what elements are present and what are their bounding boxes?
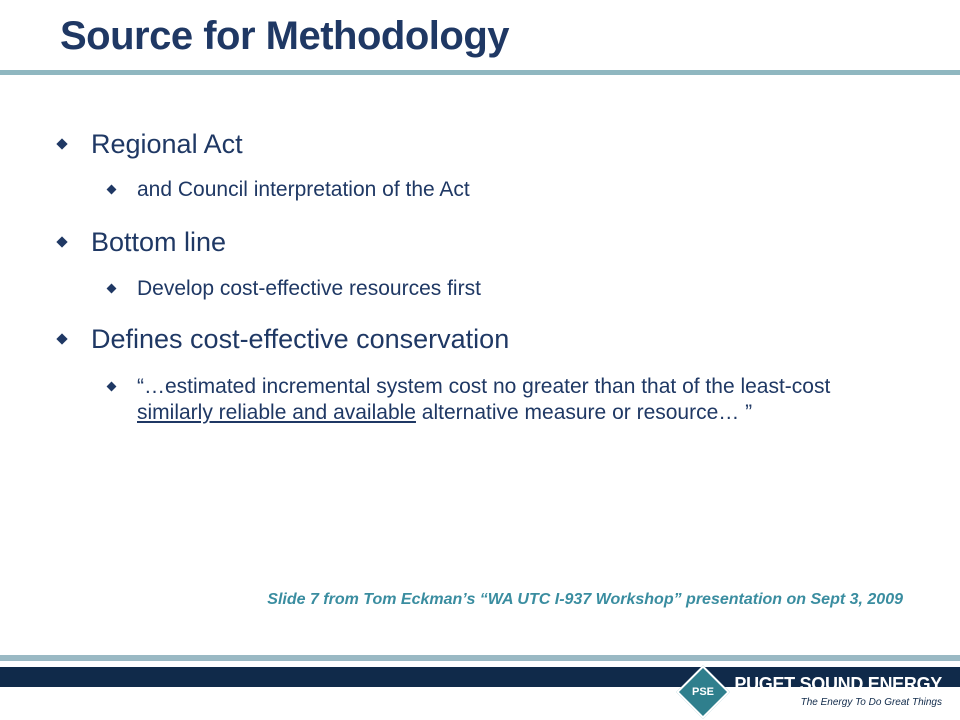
diamond-bullet-icon: [56, 236, 67, 247]
bullet-text: Defines cost-effective conservation: [91, 324, 510, 354]
quote-text-underlined: similarly reliable and available: [137, 401, 416, 424]
bullet-text: Regional Act: [91, 129, 243, 159]
sub-bullet-item: [108, 374, 897, 426]
bullet-item: [58, 226, 226, 258]
quote-text: [137, 374, 897, 426]
company-tagline: The Energy To Do Great Things: [800, 697, 942, 708]
footer-accent-band: [0, 655, 960, 661]
logo-wordmark: [734, 674, 942, 710]
quote-text-end: alternative measure or resource… ”: [415, 401, 753, 424]
diamond-bullet-icon: [107, 382, 117, 392]
sub-bullet-text: and Council interpretation of the Act: [137, 178, 470, 201]
sub-bullet-item: [108, 177, 897, 203]
sub-bullet-item: [108, 276, 897, 302]
pse-logo-icon: [676, 665, 730, 719]
diamond-bullet-icon: [107, 185, 117, 195]
bullet-text: Bottom line: [91, 227, 227, 257]
diamond-bullet-icon: [56, 138, 67, 149]
sub-bullet-text: Develop cost-effective resources first: [137, 277, 481, 300]
diamond-bullet-icon: [56, 333, 67, 344]
logo-badge-text: PSE: [692, 685, 715, 698]
quote-text-start: “…estimated incremental system cost no greater than that of the least-cost: [137, 375, 831, 398]
company-name: PUGET SOUND ENERGY: [734, 674, 942, 694]
diamond-bullet-icon: [107, 284, 117, 294]
source-citation: Slide 7 from Tom Eckman’s “WA UTC I-937 Workshop” presentation on Sept 3, 2009: [267, 591, 903, 608]
company-logo: [684, 673, 942, 711]
slide-title: Source for Methodology: [60, 14, 509, 58]
bullet-item: [58, 323, 509, 355]
bullet-item: [58, 128, 243, 160]
